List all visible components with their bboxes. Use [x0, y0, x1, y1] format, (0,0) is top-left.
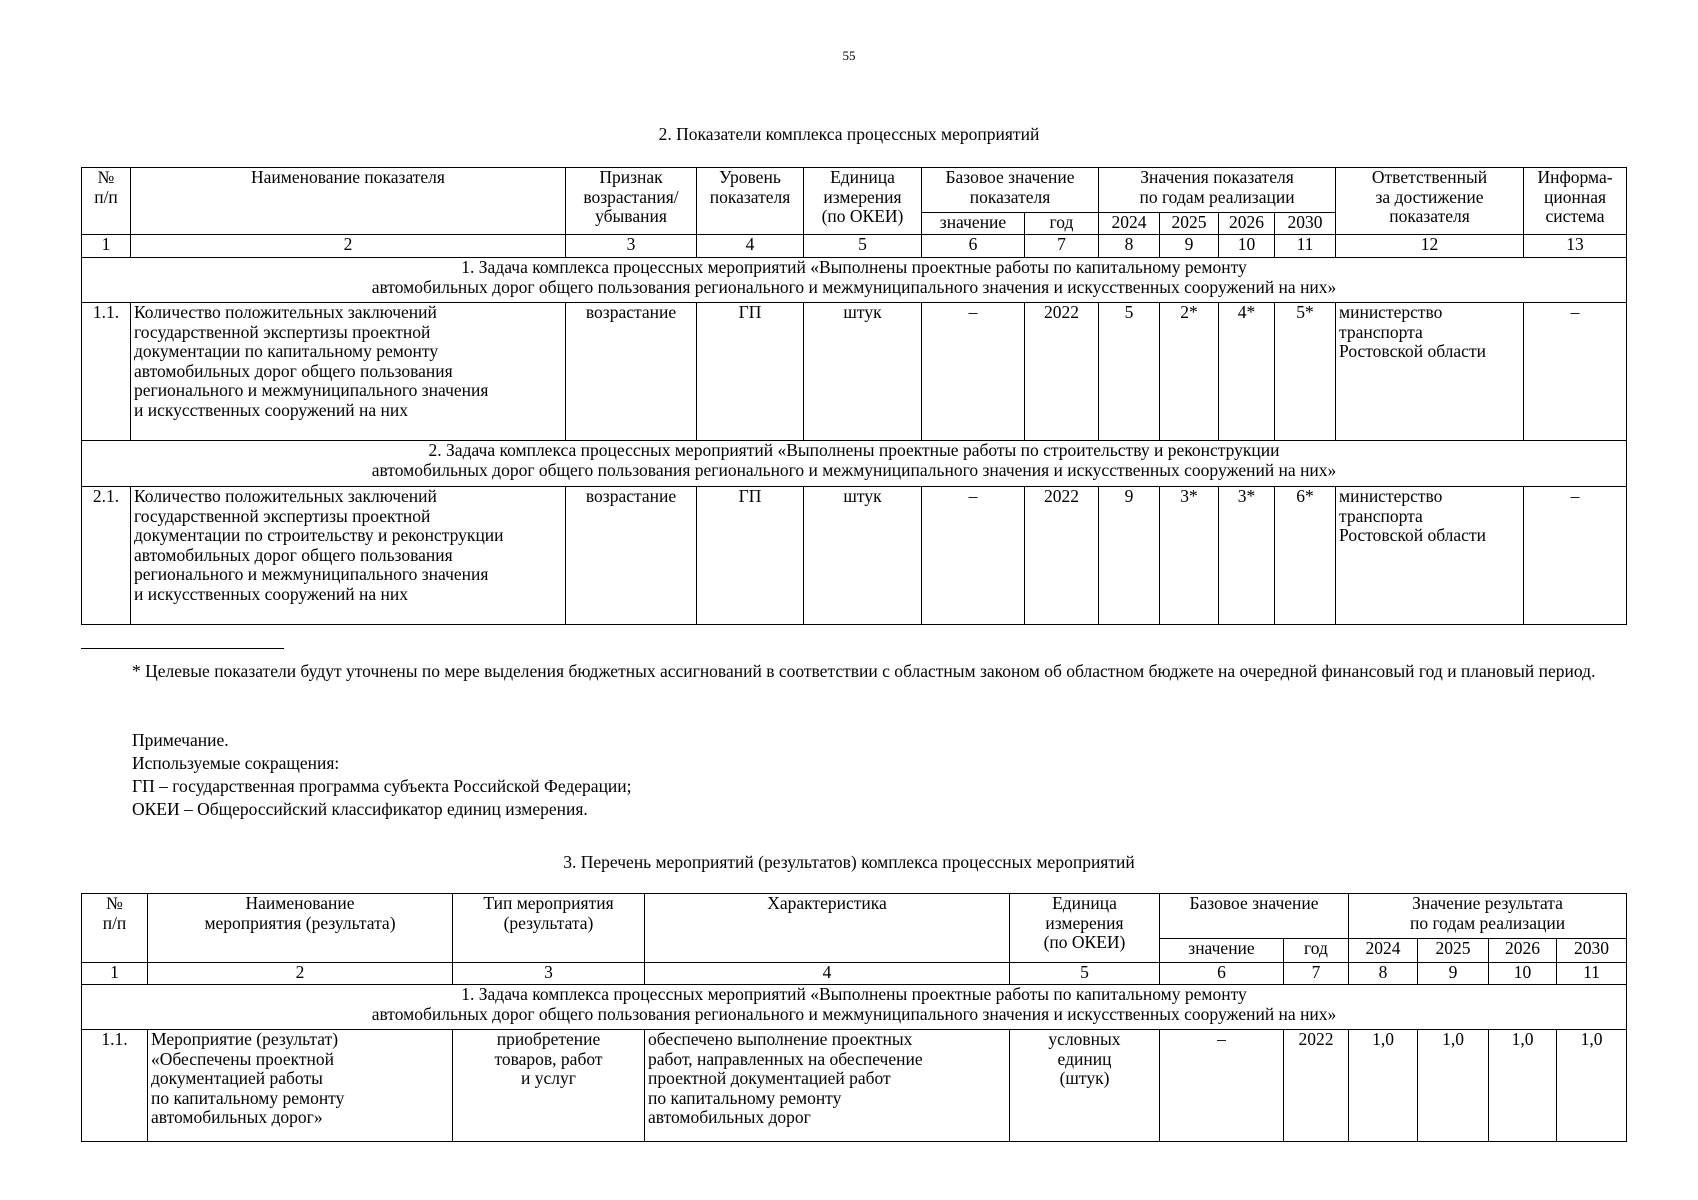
text-line: государственной экспертизы проектной: [134, 321, 431, 342]
column-number: 1: [82, 963, 148, 985]
activity-name: [148, 1030, 453, 1142]
column-number: 5: [1010, 963, 1160, 985]
header-base-value: значение: [922, 213, 1025, 235]
column-number: 2: [148, 963, 453, 985]
indicator-name: [131, 303, 566, 441]
column-number: 7: [1025, 235, 1099, 258]
activity-characteristic: [645, 1030, 1010, 1142]
text-line: Значение результата: [1412, 893, 1563, 913]
text-line: за достижение: [1375, 186, 1484, 207]
indicator-row: [82, 303, 1627, 441]
header-name: Наименование показателя: [131, 168, 566, 235]
header-unit: [1010, 894, 1160, 963]
indicator-value-2026: 3*: [1219, 487, 1275, 625]
column-number: 6: [922, 235, 1025, 258]
indicators-table: [81, 167, 1627, 625]
section-3-title: 3. Перечень мероприятий (результатов) комплекса процессных мероприятий: [563, 852, 1135, 872]
header-values: [1349, 894, 1627, 939]
text-line: п/п: [94, 186, 118, 207]
text-line: (результата): [503, 912, 594, 933]
text-line: документации по строительству и реконструкции: [134, 525, 504, 546]
activity-row: [82, 1030, 1627, 1142]
text-line: п/п: [102, 912, 127, 933]
column-numbers-row: [82, 235, 1627, 258]
text-line: (штук): [1059, 1068, 1110, 1089]
header-characteristic: Характеристика: [645, 894, 1010, 963]
notes-line: ОКЕИ – Общероссийский классификатор единиц измерения.: [132, 799, 588, 819]
column-numbers-row: [82, 963, 1627, 985]
task-title: [82, 441, 1627, 487]
text-line: проектной документацией работ: [648, 1068, 891, 1089]
text-line: по капитальному ремонту: [151, 1087, 345, 1108]
indicator-level: ГП: [697, 487, 804, 625]
text-line: Наименование: [245, 893, 355, 913]
text-line: министерство: [1339, 302, 1443, 322]
task-row: [82, 258, 1627, 303]
text-line: убывания: [595, 206, 667, 227]
indicator-base-year: 2022: [1025, 303, 1099, 441]
column-number: 7: [1284, 963, 1349, 985]
text-line: транспорта: [1339, 321, 1423, 342]
text-line: автомобильных дорог общего пользования регионального и межмуниципального значения и искусственных сооружений на них»: [371, 1003, 1337, 1024]
header-responsible: [1336, 168, 1524, 235]
header-year: 2030: [1275, 213, 1336, 235]
header-num: [82, 168, 131, 235]
column-number: 11: [1275, 235, 1336, 258]
section-2-title: 2. Показатели комплекса процессных мероприятий: [658, 124, 1040, 144]
header-year: 2024: [1349, 939, 1418, 963]
indicator-trend: возрастание: [566, 303, 697, 441]
activity-value-2030: 1,0: [1557, 1030, 1627, 1142]
activity-base-year: 2022: [1284, 1030, 1349, 1142]
text-line: (по ОКЕИ): [1043, 932, 1126, 953]
header-num: [82, 894, 148, 963]
text-line: Ростовской области: [1339, 341, 1486, 362]
header-year: 2025: [1160, 213, 1219, 235]
text-line: 1. Задача комплекса процессных мероприятий «Выполнены проектные работы по капитальному ремонту: [461, 984, 1247, 1004]
text-line: Признак: [599, 167, 663, 187]
text-line: документацией работы: [151, 1068, 323, 1089]
column-number: 5: [804, 235, 922, 258]
text-line: Количество положительных заключений: [134, 486, 437, 506]
footnote: * Целевые показатели будут уточнены по мере выделения бюджетных ассигнований в соответствии с областным законом об областном бюджете на очередной финансовый год и плановый период.: [132, 661, 1596, 681]
indicator-value-2026: 4*: [1219, 303, 1275, 441]
text-line: обеспечено выполнение проектных: [648, 1029, 913, 1049]
header-year: 2024: [1099, 213, 1160, 235]
text-line: Мероприятие (результат): [151, 1029, 339, 1049]
text-line: Тип мероприятия: [483, 893, 614, 913]
text-line: мероприятия (результата): [204, 912, 396, 933]
header-type: [453, 894, 645, 963]
column-number: 13: [1524, 235, 1627, 258]
header-base-value: значение: [1160, 939, 1284, 963]
indicator-trend: возрастание: [566, 487, 697, 625]
indicator-row: [82, 487, 1627, 625]
text-line: Единица: [830, 167, 895, 187]
text-line: по годам реализации: [1139, 186, 1295, 207]
header-base: [922, 168, 1099, 213]
header-infosys: [1524, 168, 1627, 235]
header-base-year: год: [1284, 939, 1349, 963]
text-line: приобретение: [496, 1029, 601, 1049]
text-line: транспорта: [1339, 505, 1423, 526]
header-values: [1099, 168, 1336, 213]
text-line: документации по капитальному ремонту: [134, 341, 439, 362]
notes-heading: Примечание.: [132, 730, 229, 750]
text-line: автомобильных дорог общего пользования регионального и межмуниципального значения и искусственных сооружений на них»: [371, 276, 1337, 297]
indicator-level: ГП: [697, 303, 804, 441]
column-number: 3: [453, 963, 645, 985]
text-line: №: [97, 167, 115, 187]
text-line: автомобильных дорог общего пользования регионального и межмуниципального значения и искусственных сооружений на них»: [371, 459, 1337, 480]
text-line: 1. Задача комплекса процессных мероприятий «Выполнены проектные работы по капитальному ремонту: [461, 257, 1247, 277]
column-number: 11: [1557, 963, 1627, 985]
indicator-infosys: –: [1524, 303, 1627, 441]
text-line: автомобильных дорог общего пользования: [134, 360, 453, 381]
text-line: условных: [1048, 1029, 1121, 1049]
header-trend: [566, 168, 697, 235]
text-line: автомобильных дорог общего пользования: [134, 544, 453, 565]
text-line: Ростовской области: [1339, 525, 1486, 546]
indicator-value-2025: 2*: [1160, 303, 1219, 441]
indicator-num: 2.1.: [82, 487, 131, 625]
activity-type: [453, 1030, 645, 1142]
column-number: 10: [1489, 963, 1557, 985]
text-line: Информа-: [1537, 167, 1613, 187]
activity-unit: [1010, 1030, 1160, 1142]
indicator-value-2030: 5*: [1275, 303, 1336, 441]
header-row: [82, 168, 1627, 213]
column-number: 8: [1099, 235, 1160, 258]
text-line: «Обеспечены проектной: [151, 1048, 335, 1069]
text-line: Уровень: [719, 167, 781, 187]
text-line: возрастания/: [583, 186, 679, 207]
task-title: [82, 985, 1627, 1030]
text-line: ционная: [1544, 186, 1607, 207]
indicator-value-2025: 3*: [1160, 487, 1219, 625]
column-number: 1: [82, 235, 131, 258]
header-unit: [804, 168, 922, 235]
text-line: единиц: [1057, 1048, 1112, 1069]
column-number: 8: [1349, 963, 1418, 985]
indicator-base-value: –: [922, 303, 1025, 441]
text-line: измерения: [823, 186, 902, 207]
text-line: показателя: [709, 186, 791, 207]
page-number: 55: [842, 48, 856, 63]
column-number: 3: [566, 235, 697, 258]
text-line: и искусственных сооружений на них: [134, 399, 408, 420]
text-line: Ответственный: [1371, 167, 1488, 187]
column-number: 9: [1418, 963, 1489, 985]
text-line: 2. Задача комплекса процессных мероприятий «Выполнены проектные работы по строительству и реконструкции: [428, 440, 1280, 460]
header-year: 2026: [1219, 213, 1275, 235]
notes-line: ГП – государственная программа субъекта Российской Федерации;: [132, 776, 632, 796]
indicator-responsible: [1336, 487, 1524, 625]
header-base-year: год: [1025, 213, 1099, 235]
activity-value-2025: 1,0: [1418, 1030, 1489, 1142]
text-line: министерство: [1339, 486, 1443, 506]
activities-table: [81, 893, 1627, 1142]
text-line: регионального и межмуниципального значения: [134, 380, 489, 401]
footnote-divider: [81, 648, 284, 649]
text-line: система: [1545, 206, 1605, 227]
column-number: 12: [1336, 235, 1524, 258]
text-line: измерения: [1045, 912, 1124, 933]
indicator-unit: штук: [804, 303, 922, 441]
indicator-infosys: –: [1524, 487, 1627, 625]
header-level: [697, 168, 804, 235]
column-number: 2: [131, 235, 566, 258]
text-line: автомобильных дорог: [648, 1107, 811, 1128]
indicator-value-2030: 6*: [1275, 487, 1336, 625]
activity-value-2024: 1,0: [1349, 1030, 1418, 1142]
text-line: государственной экспертизы проектной: [134, 505, 431, 526]
text-line: показателя: [969, 186, 1051, 207]
indicator-base-value: –: [922, 487, 1025, 625]
activity-value-2026: 1,0: [1489, 1030, 1557, 1142]
text-line: по капитальному ремонту: [648, 1087, 842, 1108]
text-line: Базовое значение: [945, 167, 1075, 187]
indicator-value-2024: 5: [1099, 303, 1160, 441]
activity-base-value: –: [1160, 1030, 1284, 1142]
text-line: №: [106, 893, 123, 913]
indicator-num: 1.1.: [82, 303, 131, 441]
text-line: Значения показателя: [1140, 167, 1294, 187]
column-number: 9: [1160, 235, 1219, 258]
text-line: Единица: [1052, 893, 1117, 913]
column-number: 6: [1160, 963, 1284, 985]
notes-block: [132, 729, 632, 821]
text-line: по годам реализации: [1409, 912, 1566, 933]
activity-num: 1.1.: [82, 1030, 148, 1142]
task-row: [82, 985, 1627, 1030]
indicator-base-year: 2022: [1025, 487, 1099, 625]
header-row: [82, 894, 1627, 939]
text-line: и искусственных сооружений на них: [134, 583, 408, 604]
header-name: [148, 894, 453, 963]
indicator-value-2024: 9: [1099, 487, 1160, 625]
header-year: 2025: [1418, 939, 1489, 963]
task-row: [82, 441, 1627, 487]
text-line: Количество положительных заключений: [134, 302, 437, 322]
indicator-responsible: [1336, 303, 1524, 441]
text-line: показателя: [1389, 206, 1470, 227]
header-year: 2030: [1557, 939, 1627, 963]
indicator-unit: штук: [804, 487, 922, 625]
header-year: 2026: [1489, 939, 1557, 963]
text-line: работ, направленных на обеспечение: [648, 1048, 923, 1069]
notes-line: Используемые сокращения:: [132, 753, 340, 773]
text-line: и услуг: [521, 1068, 576, 1089]
column-number: 10: [1219, 235, 1275, 258]
text-line: автомобильных дорог»: [151, 1107, 323, 1128]
task-title: [82, 258, 1627, 303]
indicator-name: [131, 487, 566, 625]
text-line: товаров, работ: [494, 1048, 603, 1069]
column-number: 4: [645, 963, 1010, 985]
text-line: (по ОКЕИ): [821, 206, 904, 227]
column-number: 4: [697, 235, 804, 258]
text-line: регионального и межмуниципального значения: [134, 564, 489, 585]
header-base: Базовое значение: [1160, 894, 1349, 939]
